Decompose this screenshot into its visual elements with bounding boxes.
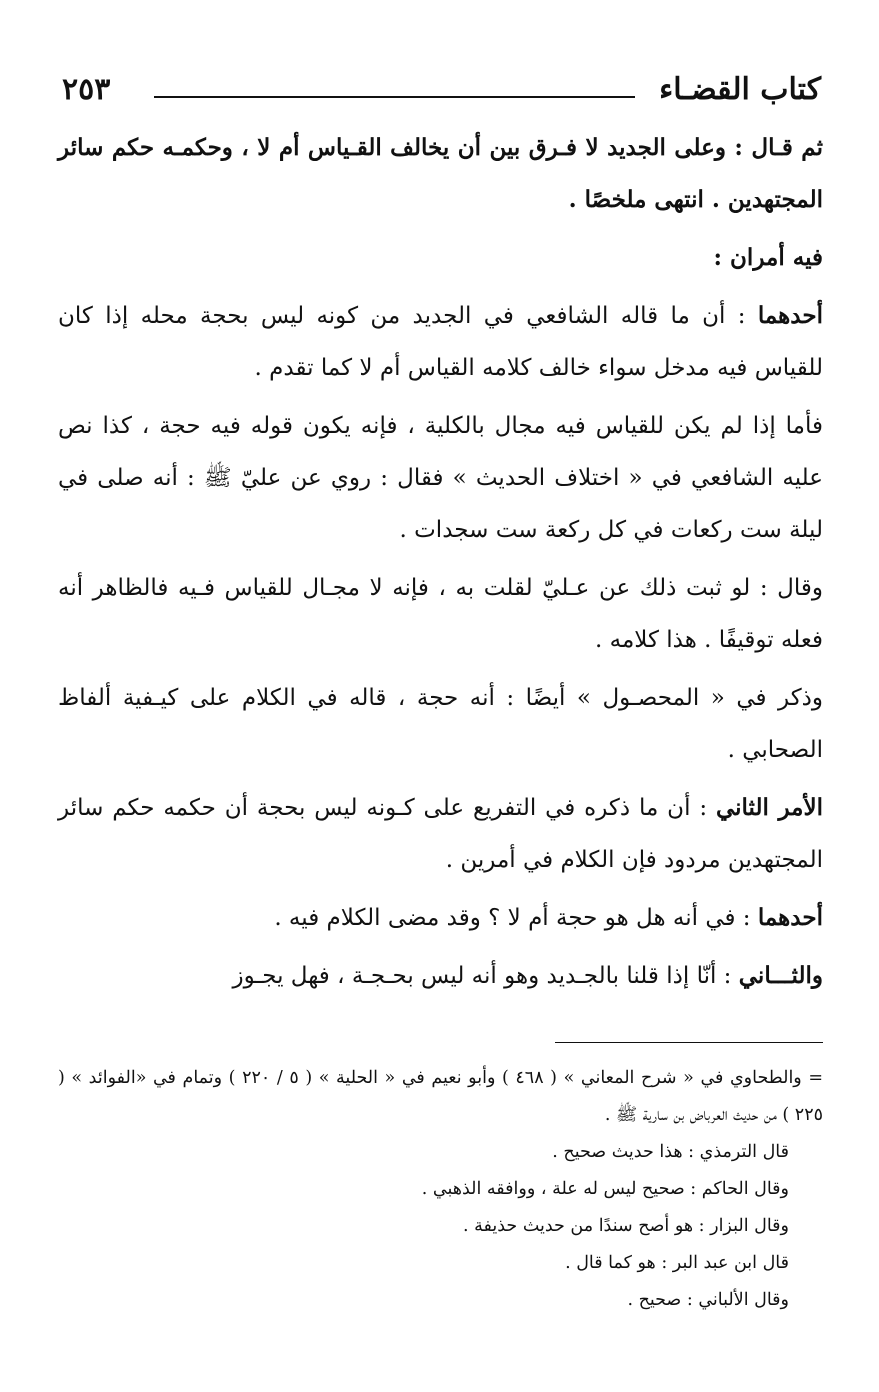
header-rule [154,96,635,98]
paragraph-text: : أن ما قاله الشافعي في الجديد من كونه ليس بحجة محله إذا كان للقياس فيه مدخل سواء خالف كلامه القياس أم لا كما تقدم . [58,303,823,381]
running-title: كتاب القضـاء [659,72,821,107]
paragraph-text: : أنّا إذا قلنا بالجـديد وهو أنه ليس بحـجـة ، فهل يجـوز [232,963,739,989]
paragraph: وقال : لو ثبت ذلك عن عـليّ لقلت به ، فإنه لا مجـال للقياس فـيه فالظاهر أنه فعله توقيفًا . هذا كلامه . [58,575,823,653]
footnote-line: قال ابن عبد البر : هو كما قال . [565,1253,789,1273]
paragraph-second-matter [58,782,823,886]
footnote-line: وقال الحاكم : صحيح ليس له علة ، ووافقه الذهبي . [421,1179,789,1199]
lead-word: الأمر الثاني [715,794,823,821]
footnote-line: وقال البزار : هو أصح سندًا من حديث حذيفة . [463,1216,789,1236]
paragraph-first-matter [58,290,823,394]
footnote-line: وقال الألباني : صحيح . [627,1290,789,1310]
paragraph-text: : في أنه هل هو حجة أم لا ؟ وقد مضى الكلام فيه . [274,905,758,931]
footnote-line: = والطحاوي في « شرح المعاني » ( ٤٦٨ ) وأبو نعيم في « الحلية » ( ٥ / ٢٢٠ ) وتمام في «الفوائد » ( ٢٢٥ ) من حديث العرباض بن سارية ﷺ . [58,1068,823,1125]
paragraph [58,950,823,1002]
footnote-line: قال الترمذي : هذا حديث صحيح . [552,1142,789,1162]
lead-word: أحدهما [757,904,823,931]
page-header [62,70,821,114]
paragraph [58,892,823,944]
footnote-separator [555,1042,823,1043]
page-number: ٢٥٣ [62,72,111,107]
paragraph-text: : أن ما ذكره في التفريع على كـونه ليس بحجة أن حكمه حكم سائر المجتهدين مردود فإن الكلام في أمرين . [58,795,823,873]
paragraph-quote: ثم قـال : وعلى الجديد لا فـرق بين أن يخالف القـياس أم لا ، وحكمـه حكم سائر المجتهدين . انتهى ملخصًا . [58,134,823,213]
lead-word: والثـــاني [738,962,823,989]
paragraph: وذكر في « المحصـول » أيضًا : أنه حجة ، قاله في الكلام على كيـفية ألفاظ الصحابي . [58,685,823,763]
lead-word: أحدهما [757,302,823,329]
main-text [58,122,823,1002]
paragraph: فأما إذا لم يكن للقياس فيه مجال بالكلية ، فإنه يكون قوله فيه حجة ، كذا نص عليه الشافعي في « اختلاف الحديث » فقال : روي عن عليّ ﷺ : أنه صلى في ليلة ست ركعات في كل ركعة ست سجدات . [58,413,823,543]
paragraph-heading: فيه أمران : [713,244,823,271]
footnotes [58,1060,823,1319]
